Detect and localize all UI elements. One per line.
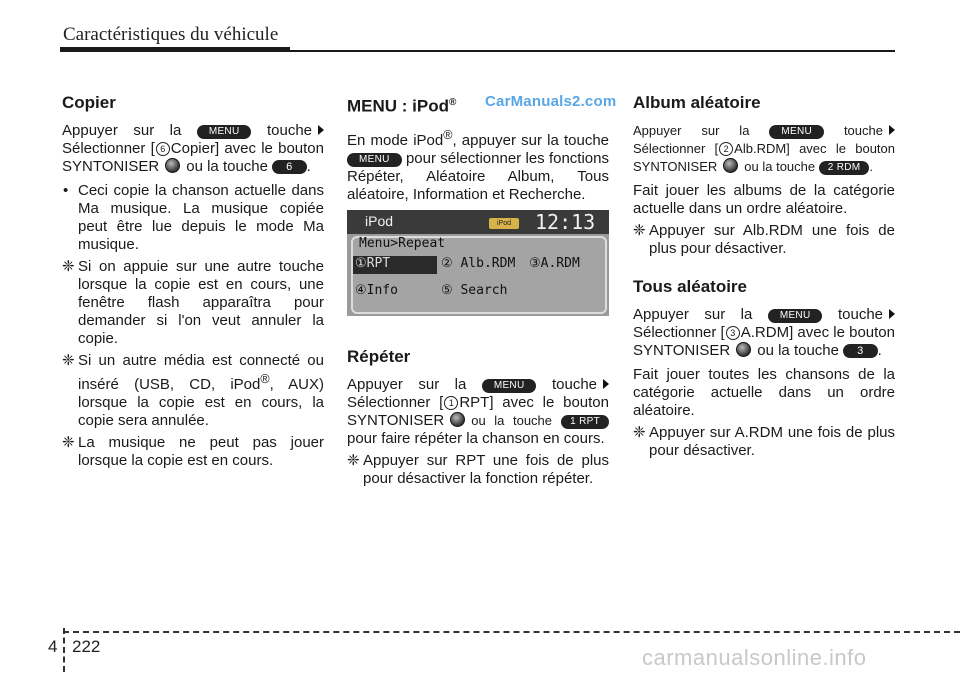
- bullet-copy-info: [62, 182, 324, 254]
- screen-clock: 12:13: [535, 210, 596, 234]
- bullet-icon: •: [63, 182, 69, 199]
- ipod-chip-icon: iPod: [489, 218, 519, 229]
- tune-knob-icon: [165, 158, 180, 173]
- arrow-right-icon: [318, 125, 324, 135]
- rdm-button-icon: 2 RDM: [819, 161, 870, 175]
- registered-mark: ®: [260, 372, 270, 386]
- text: ou la touche: [744, 159, 816, 174]
- note-icon: ❈: [62, 258, 75, 275]
- screen-menu-title: Menu>Repeat: [359, 236, 446, 251]
- tune-knob-icon: [450, 412, 465, 427]
- arrow-right-icon: [889, 309, 895, 319]
- screen-label: iPod: [365, 213, 394, 229]
- screen-option-a-rdm: ③A.RDM: [529, 256, 580, 271]
- menu-button-icon: MENU: [347, 153, 402, 167]
- paragraph-tous-desc: Fait jouer toutes les chansons de la catégorie actuelle dans un ordre aléatoire.: [633, 366, 895, 419]
- text: Appuyer sur la: [62, 122, 182, 139]
- menu-button-icon: MENU: [768, 309, 823, 323]
- tune-knob-icon: [723, 158, 738, 173]
- text: Alb.RDM] avec le bouton SYNTONISER: [633, 141, 895, 174]
- screen-option-search: ⑤ Search: [441, 283, 508, 298]
- screen-option-alb-rdm: ② Alb.RDM: [441, 256, 516, 271]
- note-icon: ❈: [633, 424, 646, 441]
- text: pour sélectionner les fonctions Répéter, Aléatoire Album, Tous aléatoire, Information et Recherche.: [347, 149, 609, 203]
- page-number: 222: [72, 637, 101, 656]
- header-title: Caractéristiques du véhicule: [63, 24, 279, 45]
- text: ou la touche: [757, 342, 839, 359]
- text: Appuyer sur Alb.RDM une fois de plus pour désactiver.: [649, 222, 895, 257]
- text: ou la touche: [186, 158, 268, 175]
- text: Ceci copie la chanson actuelle dans Ma musique. La musique copiée peut être lue depuis le mode Ma musique.: [78, 182, 324, 253]
- note-icon: ❈: [62, 352, 75, 369]
- column-ipod-menu: [347, 92, 609, 208]
- text: pour faire répéter la chanson en cours.: [347, 430, 605, 447]
- paragraph-ipod-mode: [347, 126, 609, 204]
- column-copier: [62, 92, 324, 474]
- note-icon: ❈: [347, 452, 360, 469]
- text: .: [306, 158, 311, 175]
- section-title-ipod-menu: [347, 92, 609, 118]
- text: .: [869, 159, 873, 174]
- rpt-button-icon: 1 RPT: [561, 415, 609, 429]
- text: Appuyer sur la: [633, 123, 750, 138]
- screen-option-rpt: ①RPT: [355, 256, 391, 271]
- section-title-repeter: Répéter: [347, 347, 411, 366]
- menu-button-icon: MENU: [769, 125, 824, 139]
- text: Si un autre média est connecté ou inséré (USB, CD, iPod: [78, 352, 324, 393]
- text: Copier] avec le bouton SYNTONISER: [62, 140, 324, 175]
- text: RPT] avec le bouton SYNTONISER: [347, 394, 609, 429]
- circled-number-icon: 3: [726, 326, 740, 340]
- text: Sélectionner [: [633, 324, 725, 341]
- text: Sélectionner [: [633, 141, 719, 156]
- text: Appuyer sur A.RDM une fois de plus pour désactiver.: [649, 424, 895, 459]
- six-button-icon: 6: [272, 160, 306, 174]
- note-no-play: [62, 434, 324, 470]
- footer-rule: [63, 631, 960, 633]
- text: touche: [843, 123, 883, 138]
- menu-button-icon: MENU: [482, 379, 537, 393]
- note-disable-repeat: [347, 452, 609, 488]
- section-title-tous-aleatoire: Tous aléatoire: [633, 277, 747, 296]
- paragraph-album-desc: Fait jouer les albums de la catégorie actuelle dans un ordre aléatoire.: [633, 182, 895, 217]
- paragraph-tous-instructions: [633, 306, 895, 360]
- section-title-album-aleatoire: Album aléatoire: [633, 93, 761, 112]
- text: ou la touche: [471, 413, 553, 428]
- screen-option-info: ④Info: [355, 283, 398, 298]
- text: La musique ne peut pas jouer lorsque la copie est en cours.: [78, 434, 324, 469]
- column-aleatoire: [633, 92, 895, 464]
- note-icon: ❈: [62, 434, 75, 451]
- menu-button-icon: MENU: [197, 125, 252, 139]
- text: En mode iPod: [347, 131, 444, 149]
- paragraph-repeter-instructions: [347, 376, 609, 448]
- header-rule-thin: [290, 50, 895, 52]
- paragraph-copier-instructions: [62, 122, 324, 176]
- footer-divider: [63, 628, 65, 672]
- chapter-number: 4: [48, 637, 58, 656]
- note-disable-alb-rdm: [633, 222, 895, 258]
- text: Appuyer sur RPT une fois de plus pour désactiver la fonction répéter.: [363, 452, 609, 487]
- note-disable-a-rdm: [633, 424, 895, 460]
- ipod-screen-image: [347, 210, 609, 316]
- circled-number-icon: 6: [156, 142, 170, 156]
- tune-knob-icon: [736, 342, 751, 357]
- paragraph-album-instructions: [633, 122, 895, 176]
- text: Sélectionner [: [62, 140, 155, 157]
- text: touche: [837, 306, 884, 323]
- note-icon: ❈: [633, 222, 646, 239]
- text: , AUX) lorsque la copie est en cours, la copie sera annulée.: [78, 376, 324, 429]
- text: A.RDM] avec le bouton SYNTONISER: [633, 324, 895, 359]
- text: MENU : iPod: [347, 96, 449, 116]
- text: .: [877, 342, 882, 359]
- arrow-right-icon: [603, 379, 609, 389]
- text: Si on appuie sur une autre touche lorsque la copie est en cours, une fenêtre flash apparaîtra pour demander si l'on veut annuler la copie.: [78, 258, 324, 347]
- registered-mark: ®: [449, 97, 457, 108]
- note-cancel-copy: [62, 258, 324, 348]
- text: touche: [266, 122, 313, 139]
- registered-mark: ®: [443, 127, 453, 142]
- watermark-bottom[interactable]: carmanualsonline.info: [642, 645, 867, 670]
- note-other-media: [62, 352, 324, 430]
- circled-number-icon: 2: [719, 142, 733, 156]
- three-button-icon: 3: [843, 344, 877, 358]
- watermark-top[interactable]: CarManuals2.com: [485, 93, 617, 110]
- section-title-copier: Copier: [62, 93, 116, 112]
- text: , appuyer sur la touche: [452, 131, 609, 149]
- header-rule-thick: [60, 47, 290, 52]
- circled-number-icon: 1: [444, 396, 458, 410]
- text: Sélectionner [: [347, 394, 444, 411]
- column-repeter: [347, 346, 609, 492]
- text: Appuyer sur la: [347, 376, 467, 393]
- arrow-right-icon: [889, 125, 895, 135]
- text: Appuyer sur la: [633, 306, 753, 323]
- text: touche: [551, 376, 598, 393]
